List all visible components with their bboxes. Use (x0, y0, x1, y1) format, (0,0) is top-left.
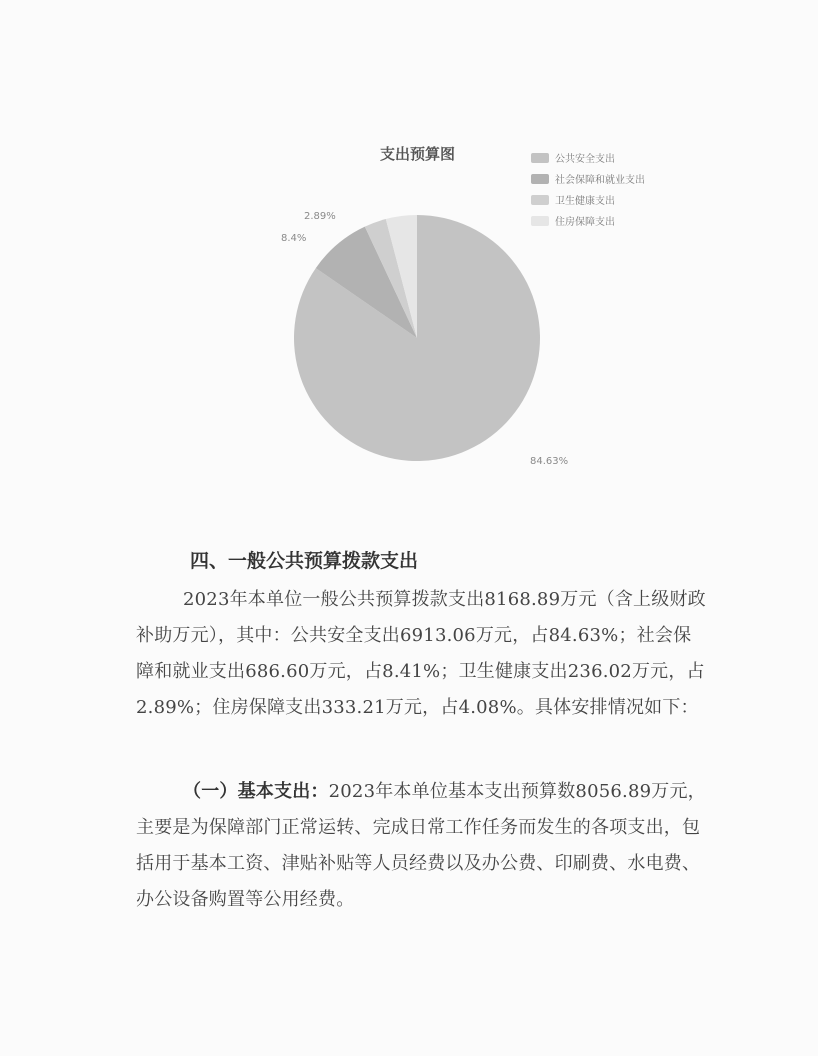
slice-label-2: 2.89% (304, 211, 336, 222)
paragraph-basic-expenditure (136, 774, 706, 918)
paragraph-lead: （一）基本支出： (183, 781, 329, 802)
chart-title: 支出预算图 (380, 145, 456, 163)
slice-label-0: 84.63% (530, 456, 569, 467)
pie-chart (260, 138, 680, 478)
paragraph-body: 2023年本单位基本支出预算数8056.89万元，主要是为保障部门正常运转、完成日常工作任务而发生的各项支出，包括用于基本工资、津贴补贴等人员经费以及办公费、印刷费、水电费、办公设备购置等公用经费。 (136, 781, 706, 910)
legend-label: 社会保障和就业支出 (555, 175, 645, 186)
section-heading: 四、一般公共预算拨款支出 (190, 550, 419, 572)
paragraph-overview: 2023年本单位一般公共预算拨款支出8168.89万元（含上级财政补助万元），其中：公共安全支出6913.06万元，占84.63%；社会保障和就业支出686.60万元，占8.41%；卫生健康支出236.02万元，占2.89%；住房保障支出333.21万元，占4.08%。具体安排情况如下： (136, 589, 706, 718)
slice-label-1: 8.4% (281, 233, 307, 244)
legend-label: 住房保障支出 (555, 217, 615, 228)
legend-label: 公共安全支出 (555, 154, 615, 165)
legend-label: 卫生健康支出 (555, 196, 615, 207)
